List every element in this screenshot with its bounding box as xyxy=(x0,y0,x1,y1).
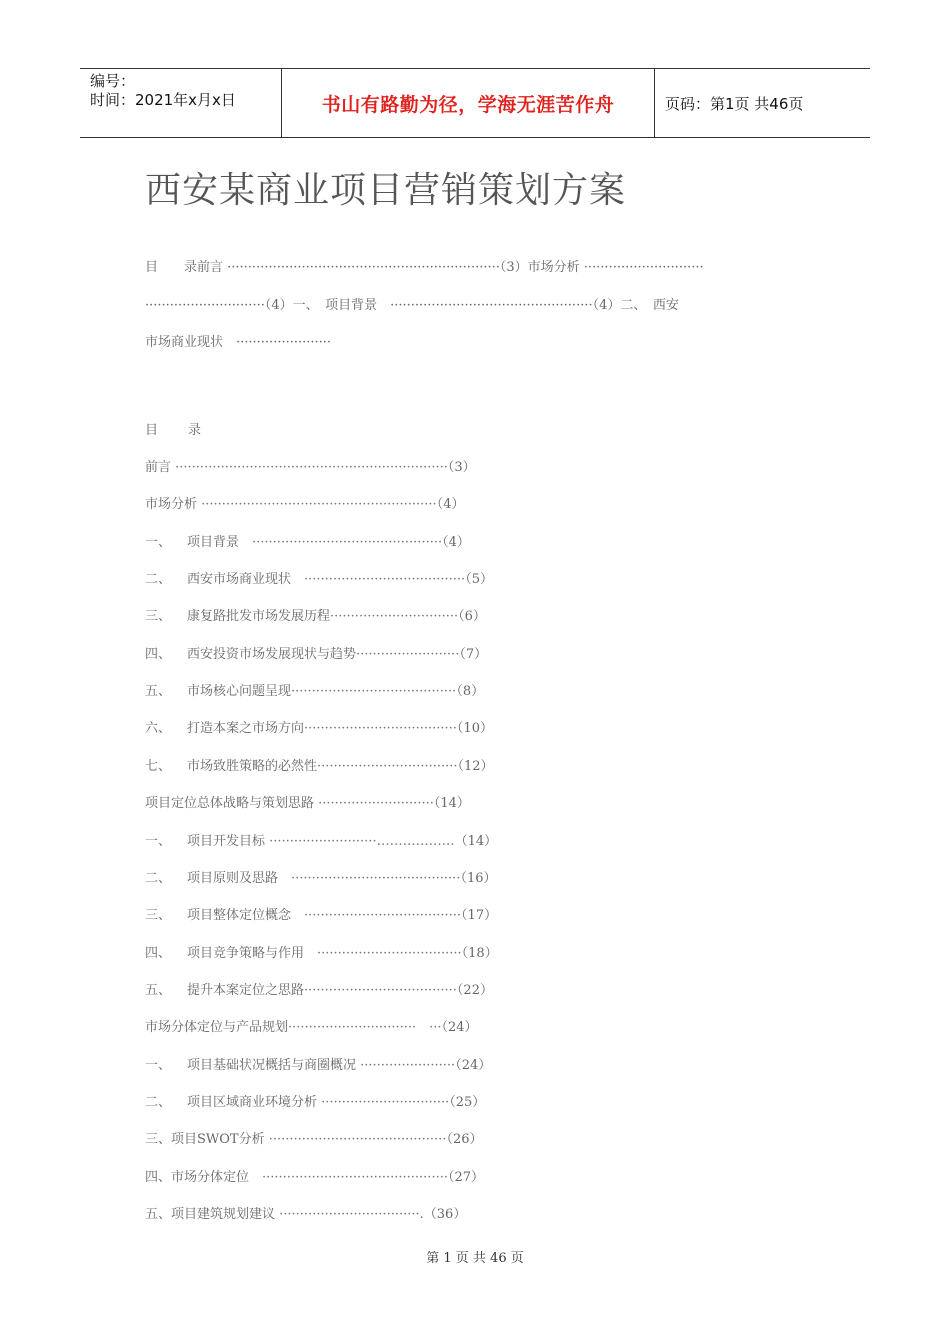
toc-entry-page-number: （14） xyxy=(454,833,498,849)
toc-entry-num: 五、 xyxy=(145,684,172,700)
toc-entry-page-number: （18） xyxy=(461,945,498,961)
toc-entry-page-number: （24） xyxy=(455,1057,492,1073)
toc-entry[interactable] xyxy=(145,1203,466,1222)
toc-entry-title: 项目原则及思路 xyxy=(187,870,292,886)
toc-entry-page-number: （3） xyxy=(447,460,476,475)
toc-entry[interactable] xyxy=(145,1091,485,1110)
document-number-label: 编号： xyxy=(90,72,136,90)
toc-entry-page-number: （22） xyxy=(456,982,493,998)
toc-entry-title: 市场核心问题呈现 xyxy=(187,684,292,700)
toc-entry-title: 市场分析 xyxy=(145,497,202,513)
toc-entry-title: 市场致胜策略的必然性 xyxy=(187,758,318,774)
toc-entry-title: 打造本案之市场方向 xyxy=(187,721,305,737)
toc-entry[interactable] xyxy=(145,643,487,662)
toc-entry-page-number: （17） xyxy=(461,908,498,924)
toc-entry[interactable] xyxy=(145,605,486,624)
toc-entry-leader: ····································· xyxy=(304,721,457,737)
toc-entry-page-number: （24） xyxy=(441,1020,478,1036)
toc-entry-leader: ······························· xyxy=(321,1094,450,1110)
toc-entry-leader: ······························· xyxy=(330,609,459,625)
toc-entry[interactable] xyxy=(145,531,470,550)
toc-entry[interactable] xyxy=(145,1128,482,1147)
summary-line-2: ·····························（4）一、 项目背景 ·················································（4）二、 西安 xyxy=(145,298,679,313)
toc-entry-num: 一、 xyxy=(145,833,172,849)
page-header xyxy=(80,68,870,138)
toc-entry-title: 三、项目SWOT分析 xyxy=(145,1132,269,1148)
document-title: 西安某商业项目营销策划方案 xyxy=(145,170,627,211)
toc-entry-title: 项目定位总体战略与策划思路 xyxy=(145,796,319,812)
toc-entry-leader: ·············································· xyxy=(252,534,443,550)
toc-entry-leader: ······························· ··· xyxy=(288,1020,442,1036)
toc-entry-leader: ·································· xyxy=(317,758,458,774)
toc-entry-title: 项目背景 xyxy=(187,534,253,550)
toc-entry-title: 四、市场分体定位 xyxy=(145,1169,263,1185)
header-motto: 书山有路勤为径，学海无涯苦作舟 xyxy=(321,93,615,116)
toc-entry-title: 项目区域商业环境分析 xyxy=(187,1094,322,1110)
toc-entry-leader: ························· xyxy=(356,646,460,662)
toc-entry-num: 一、 xyxy=(145,1057,172,1073)
toc-entry[interactable] xyxy=(145,830,497,849)
toc-entry-leader: ······················· xyxy=(360,1057,456,1073)
toc-entry[interactable] xyxy=(145,867,497,886)
toc-entry-num: 二、 xyxy=(145,1094,172,1110)
toc-entry[interactable] xyxy=(145,792,470,811)
toc-entry-page-number: （27） xyxy=(447,1169,485,1185)
toc-entry-page-number: （25） xyxy=(449,1094,486,1110)
toc-entry-page-number: （10） xyxy=(456,721,493,737)
toc-entry-num: 四、 xyxy=(145,646,172,662)
header-motto-cell xyxy=(282,69,655,137)
toc-entry-num: 三、 xyxy=(145,908,172,924)
toc-entry-leader: ··························……………… xyxy=(269,833,455,849)
toc-entry-title: 市场分体定位与产品规划 xyxy=(145,1020,289,1036)
toc-entry-num: 六、 xyxy=(145,721,172,737)
page-footer: 第 1 页 共 46 页 xyxy=(426,1251,524,1266)
toc-entry-num: 五、 xyxy=(145,982,172,998)
toc-entry[interactable] xyxy=(145,979,493,998)
toc-entry-title: 西安市场商业现状 xyxy=(187,572,305,588)
toc-entry[interactable] xyxy=(145,1054,491,1073)
toc-entry-leader: ········································· xyxy=(291,870,461,886)
toc-entry-title: 五、项目建筑规划建议 xyxy=(145,1207,280,1222)
toc-entry-page-number: （26） xyxy=(446,1132,483,1148)
toc-entry[interactable] xyxy=(145,1166,484,1185)
header-page-info: 页码：第1页 共46页 xyxy=(665,94,804,113)
toc-entry-num: 二、 xyxy=(145,572,172,588)
toc-entry-page-number: （7） xyxy=(459,646,488,662)
toc-entry-leader: ······································· xyxy=(304,572,466,588)
toc-entry-leader: ···························· xyxy=(318,796,434,812)
toc-entry-leader: ························································· xyxy=(201,497,437,513)
toc-entry-page-number: （12） xyxy=(457,758,494,774)
toc-entry[interactable] xyxy=(145,755,494,774)
toc-entry-page-number: （6） xyxy=(458,609,486,625)
header-meta xyxy=(80,69,282,137)
toc-entry[interactable] xyxy=(145,904,497,923)
toc-entry[interactable] xyxy=(145,717,493,736)
toc-entry-page-number: （36） xyxy=(423,1207,467,1222)
toc-entry-title: 项目竞争策略与作用 xyxy=(187,945,318,961)
toc-entry-page-number: （4） xyxy=(442,534,470,550)
summary-line-3: 市场商业现状 ······················· xyxy=(145,335,332,350)
toc-entry[interactable] xyxy=(145,1016,478,1035)
toc-entry-title: 康复路批发市场发展历程 xyxy=(187,609,331,625)
toc-entry[interactable] xyxy=(145,942,498,961)
toc-entry-leader: ····································· xyxy=(304,982,457,998)
toc-heading: 目 录 xyxy=(145,423,202,438)
toc-entry-title: 提升本案定位之思路 xyxy=(187,982,305,998)
toc-entry-title: 西安投资市场发展现状与趋势 xyxy=(187,646,357,662)
toc-entry-page-number: （5） xyxy=(465,572,493,588)
toc-entry-page-number: （4） xyxy=(436,497,465,513)
summary-line-1: 目 录前言 ··································································（3）市场分析 ····························· xyxy=(145,260,704,275)
toc-entry-page-number: （14） xyxy=(433,796,470,812)
toc-entry-title: 前言 xyxy=(145,460,176,475)
toc-entry-num: 三、 xyxy=(145,609,172,625)
toc-entry-leader: ··································. xyxy=(279,1207,424,1222)
toc-entry-title: 项目整体定位概念 xyxy=(187,908,305,924)
toc-entry[interactable] xyxy=(145,456,476,475)
toc-entry-title: 项目基础状况概括与商圈概况 xyxy=(187,1057,361,1073)
toc-entry-num: 二、 xyxy=(145,870,172,886)
toc-entry-page-number: （16） xyxy=(460,870,497,886)
toc-entry-leader: ··································· xyxy=(317,945,462,961)
toc-entry-num: 七、 xyxy=(145,758,172,774)
toc-entry[interactable] xyxy=(145,568,493,587)
toc-entry-num: 一、 xyxy=(145,534,172,550)
toc-entry-leader: ·································································· xyxy=(175,460,448,475)
toc-entry-num: 四、 xyxy=(145,945,172,961)
toc-entry-leader: ············································· xyxy=(262,1169,448,1185)
toc-entry-leader: ··········································· xyxy=(268,1132,447,1148)
document-date: 时间：2021年x月x日 xyxy=(90,91,236,109)
toc-entry-leader: ······································ xyxy=(304,908,462,924)
toc-entry-page-number: （8） xyxy=(456,684,485,700)
toc-entry[interactable] xyxy=(145,680,484,699)
toc-entry-leader: ········································ xyxy=(291,684,457,700)
toc-entry[interactable] xyxy=(145,493,464,512)
toc-entry-title: 项目开发目标 xyxy=(187,833,270,849)
